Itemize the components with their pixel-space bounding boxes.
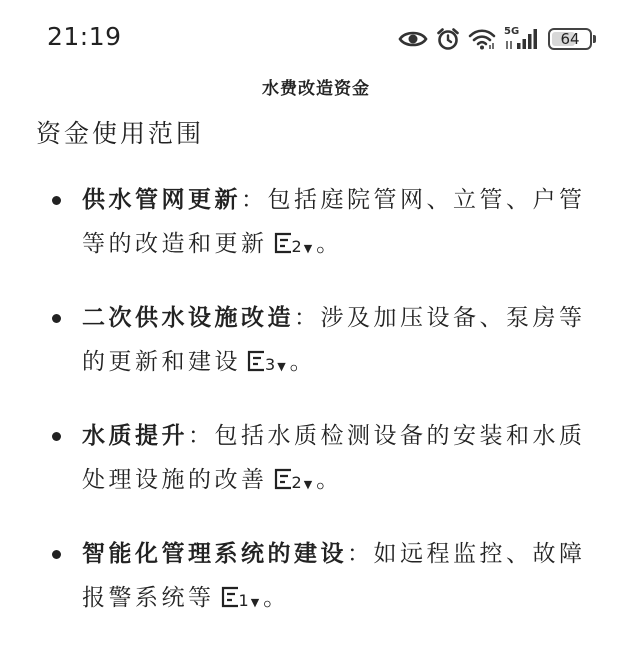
chevron-down-icon: ▼ [303,478,313,491]
citation-number: 3 [265,355,276,374]
status-icons [398,24,592,54]
item-text: 包括庭院管网、立管、户管等的改造和更新 [82,187,586,257]
citation-number: 2 [291,237,302,256]
end-punctuation: 。 [289,349,313,375]
funding-scope-list [50,178,600,650]
document-list-icon [272,231,294,255]
item-title: 水质提升 [82,422,188,449]
status-bar [0,0,632,76]
document-list-icon [219,585,241,609]
page-title: 水费改造资金 [262,79,370,99]
battery-icon: 64 [548,28,592,50]
end-punctuation: 。 [263,585,287,611]
item-text: 如远程监控、故障报警系统等 [82,541,586,611]
item-text: 包括水质检测设备的安装和水质处理设施的改善 [82,423,586,493]
item-title: 二次供水设施改造 [82,304,294,331]
citation-button[interactable] [272,467,313,491]
item-separator: ： [241,187,268,213]
bullet [52,432,61,441]
bullet [52,550,61,559]
eye-icon [398,28,428,50]
citation-button[interactable] [272,231,313,255]
chevron-down-icon: ▼ [250,596,260,609]
item-title: 供水管网更新 [82,186,241,213]
chevron-down-icon: ▼ [303,242,313,255]
list-item [50,296,600,384]
alarm-icon [436,27,460,51]
chevron-down-icon: ▼ [277,360,286,373]
list-item [50,532,600,620]
document-list-icon [245,349,267,373]
document-list-icon [272,467,294,491]
citation-number: 2 [291,473,302,492]
list-item [50,178,600,266]
item-separator: ： [347,541,374,567]
status-time: 21:19 [47,22,122,51]
bullet [52,314,61,323]
section-heading: 资金使用范围 [36,119,205,148]
item-text: 涉及加压设备、泵房等的更新和建设 [82,305,586,375]
wifi-icon [468,28,496,50]
item-title: 智能化管理系统的建设 [82,540,347,567]
citation-button[interactable] [219,585,260,609]
end-punctuation: 。 [316,467,340,493]
bullet [52,196,61,205]
citation-number: 1 [238,591,249,610]
item-separator: ： [294,305,321,331]
end-punctuation: 。 [316,231,340,257]
list-item [50,414,600,502]
citation-button[interactable] [245,349,286,373]
signal-icon: 5G [504,27,540,51]
item-separator: ： [188,423,215,449]
